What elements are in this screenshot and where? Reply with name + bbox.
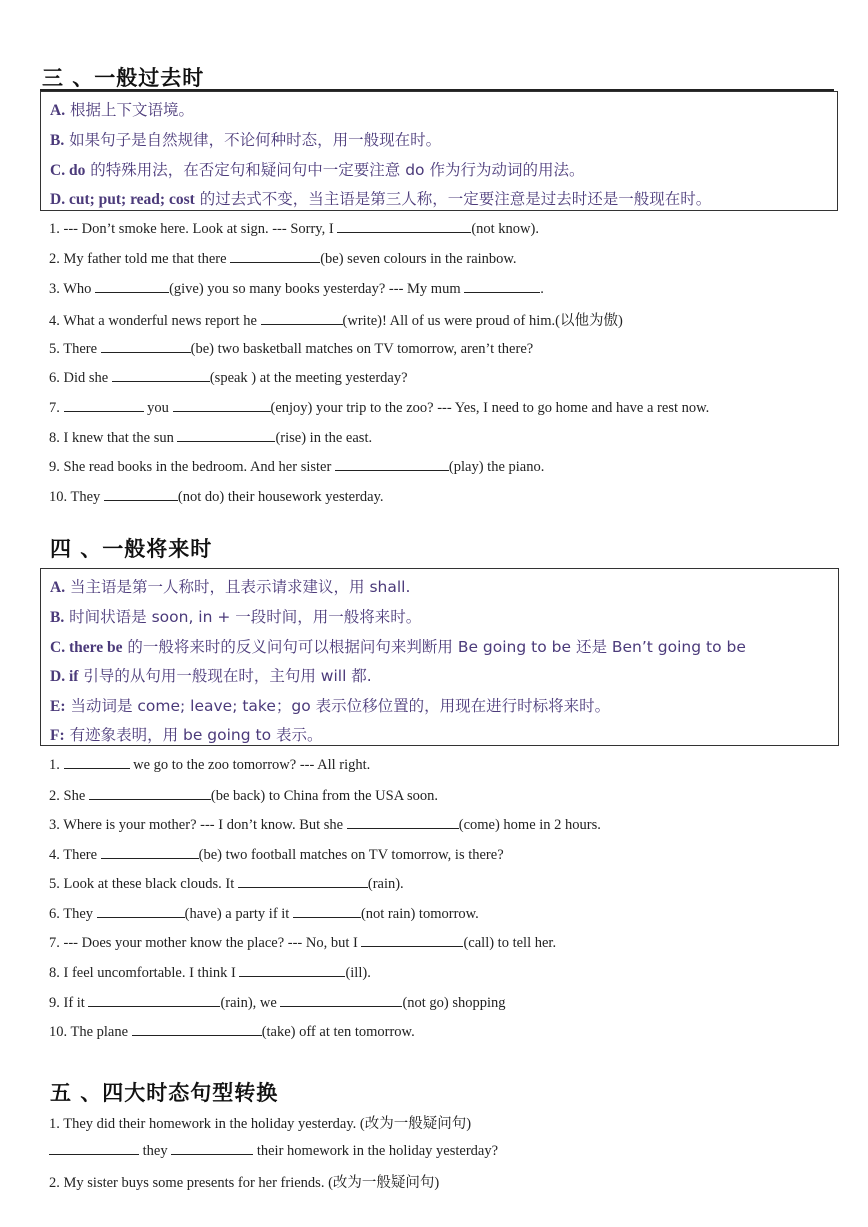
question-text: (not rain) tomorrow.: [360, 906, 479, 922]
answer-blank[interactable]: [112, 368, 210, 382]
rule-key: A.: [50, 102, 66, 119]
question-text: 9. She read books in the bedroom. And her sister: [49, 459, 335, 475]
answer-blank[interactable]: [335, 457, 449, 471]
rule-item: [50, 605, 421, 627]
question-text: (rise) in the east.: [275, 430, 373, 446]
rule-item: [50, 723, 323, 745]
question-line: [49, 219, 539, 238]
rule-text: 根据上下文语境。: [70, 101, 195, 119]
rule-item: [50, 575, 410, 597]
question-text: their homework in the holiday yesterday?: [253, 1143, 499, 1159]
rule-text: 的特殊用法，在否定句和疑问句中一定要注意 do 作为行为动词的用法。: [90, 161, 585, 179]
answer-blank[interactable]: [101, 845, 199, 859]
question-text: (not go) shopping: [402, 995, 506, 1011]
question-text: (take) off at ten tomorrow.: [261, 1024, 415, 1040]
rule-text: 当主语是第一人称时，且表示请求建议，用 shall.: [70, 578, 411, 596]
question-text: 6. Did she: [49, 370, 112, 386]
answer-blank[interactable]: [464, 279, 540, 293]
rule-text: 引导的从句用一般现在时，主句用 will 都.: [83, 667, 372, 685]
answer-blank[interactable]: [347, 815, 459, 829]
question-line: [49, 368, 408, 387]
answer-blank[interactable]: [261, 311, 343, 325]
question-line: [49, 786, 438, 805]
answer-blank[interactable]: [238, 874, 368, 888]
question-line: [49, 1112, 471, 1133]
rule-box-past-tense: [40, 91, 838, 211]
question-text: (rain).: [367, 876, 404, 892]
question-line: [49, 339, 533, 358]
question-text: 9. If it: [49, 995, 89, 1011]
question-text: you: [143, 400, 173, 416]
question-text: (be) two football matches on TV tomorrow, is there?: [198, 847, 504, 863]
rule-item: [50, 694, 610, 716]
rule-box-future-tense: [40, 568, 839, 746]
section-title-sentence-transform: 五 、四大时态句型转换: [50, 1081, 279, 1105]
question-text: (ill).: [345, 965, 371, 981]
question-line: [49, 309, 623, 330]
rule-item: [50, 187, 711, 209]
question-text: 5. There: [49, 341, 101, 357]
question-text: 3. Where is your mother? --- I don’t know. But she: [49, 817, 347, 833]
question-line: [49, 755, 370, 774]
question-line: [49, 1171, 439, 1192]
question-text: .: [540, 281, 544, 297]
answer-blank[interactable]: [64, 755, 130, 769]
answer-blank[interactable]: [97, 904, 185, 918]
answer-blank[interactable]: [173, 398, 271, 412]
question-text: 8. I knew that the sun: [49, 430, 178, 446]
rule-text: 当动词是 come; leave; take；go 表示位移位置的，用现在进行时标将来时。: [70, 697, 611, 715]
answer-blank[interactable]: [280, 993, 402, 1007]
rule-key: D. if: [50, 668, 79, 685]
answer-blank[interactable]: [171, 1141, 253, 1155]
answer-blank[interactable]: [88, 993, 220, 1007]
question-line: [49, 487, 384, 506]
section-title-past-tense: 三 、一般过去时: [42, 66, 205, 90]
rule-text: 的一般将来时的反义问句可以根据问句来判断用 Be going to be 还是 Ben’t going to be: [127, 638, 746, 656]
question-text: (be back) to China from the USA soon.: [210, 788, 439, 804]
question-text: (write)! All of us were proud of him.(以他为傲): [342, 313, 623, 329]
question-text: 10. The plane: [49, 1024, 132, 1040]
question-line: [49, 993, 506, 1012]
question-line: [49, 845, 504, 864]
rule-key: D. cut; put; read; cost: [50, 191, 195, 208]
question-text: 2. She: [49, 788, 89, 804]
question-line: [49, 1141, 498, 1160]
section-title-future-tense: 四 、一般将来时: [50, 537, 213, 561]
rule-key: E:: [50, 698, 66, 715]
rule-key: F:: [50, 727, 65, 744]
question-text: 4. What a wonderful news report he: [49, 313, 261, 329]
answer-blank[interactable]: [95, 279, 169, 293]
question-line: [49, 815, 601, 834]
question-text: 1. They did their homework in the holiday yesterday. (改为一般疑问句): [49, 1116, 472, 1132]
answer-blank[interactable]: [132, 1022, 262, 1036]
question-text: 1.: [49, 757, 64, 773]
question-text: 7.: [49, 400, 64, 416]
question-line: [49, 874, 404, 893]
question-line: [49, 1022, 415, 1041]
rule-key: A.: [50, 579, 66, 596]
question-line: [49, 279, 544, 298]
question-text: (call) to tell her.: [463, 935, 557, 951]
answer-blank[interactable]: [49, 1141, 139, 1155]
answer-blank[interactable]: [177, 428, 275, 442]
question-line: [49, 963, 371, 982]
question-text: (not know).: [471, 221, 539, 237]
question-text: 7. --- Does your mother know the place? --- No, but I: [49, 935, 362, 951]
question-text: (speak ) at the meeting yesterday?: [209, 370, 408, 386]
question-text: 4. There: [49, 847, 101, 863]
question-text: (play) the piano.: [448, 459, 545, 475]
question-text: (be) seven colours in the rainbow.: [320, 251, 517, 267]
question-text: 8. I feel uncomfortable. I think I: [49, 965, 240, 981]
question-text: 2. My father told me that there: [49, 251, 231, 267]
question-text: 10. They: [49, 489, 104, 505]
rule-item: [50, 635, 746, 657]
rule-key: B.: [50, 132, 65, 149]
question-line: [49, 249, 517, 268]
rule-item: [50, 158, 584, 180]
question-text: (rain), we: [220, 995, 281, 1011]
rule-key: C. do: [50, 162, 86, 179]
question-line: [49, 457, 544, 476]
answer-blank[interactable]: [361, 933, 463, 947]
answer-blank[interactable]: [64, 398, 144, 412]
question-text: 1. --- Don’t smoke here. Look at sign. --- Sorry, I: [49, 221, 338, 237]
answer-blank[interactable]: [230, 249, 320, 263]
question-line: [49, 428, 372, 447]
answer-blank[interactable]: [337, 219, 471, 233]
question-text: 6. They: [49, 906, 97, 922]
question-line: [49, 398, 709, 417]
rule-text: 时间状语是 soon, in + 一段时间，用一般将来时。: [69, 608, 422, 626]
question-text: (not do) their housework yesterday.: [177, 489, 384, 505]
question-text: 2. My sister buys some presents for her friends. (改为一般疑问句): [49, 1175, 440, 1191]
question-text: 5. Look at these black clouds. It: [49, 876, 238, 892]
answer-blank[interactable]: [104, 487, 178, 501]
rule-key: B.: [50, 609, 65, 626]
question-text: (be) two basketball matches on TV tomorrow, aren’t there?: [190, 341, 534, 357]
rule-text: 如果句子是自然规律，不论何种时态，用一般现在时。: [69, 131, 442, 149]
rule-key: C. there be: [50, 639, 123, 656]
question-text: they: [139, 1143, 172, 1159]
rule-item: [50, 98, 194, 120]
answer-blank[interactable]: [89, 786, 211, 800]
rule-item: [50, 128, 441, 150]
question-text: 3. Who: [49, 281, 96, 297]
answer-blank[interactable]: [101, 339, 191, 353]
question-line: [49, 904, 479, 923]
answer-blank[interactable]: [239, 963, 345, 977]
question-text: we go to the zoo tomorrow? --- All right.: [129, 757, 371, 773]
question-text: (come) home in 2 hours.: [458, 817, 601, 833]
question-text: (give) you so many books yesterday? --- My mum: [169, 281, 465, 297]
answer-blank[interactable]: [293, 904, 361, 918]
question-line: [49, 933, 556, 952]
rule-text: 有迹象表明，用 be going to 表示。: [69, 726, 323, 744]
rule-item: [50, 664, 372, 686]
question-text: (have) a party if it: [184, 906, 293, 922]
rule-text: 的过去式不变，当主语是第三人称，一定要注意是过去时还是一般现在时。: [199, 190, 712, 208]
question-text: (enjoy) your trip to the zoo? --- Yes, I need to go home and have a rest now.: [270, 400, 710, 416]
